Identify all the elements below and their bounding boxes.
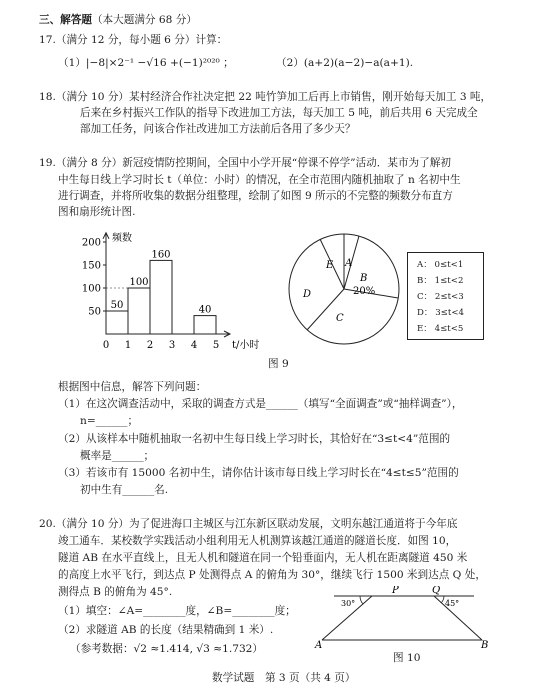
fig10-caption: 图 10 bbox=[393, 652, 421, 664]
x-tick-label: 0 bbox=[102, 340, 110, 351]
legend-item-c: C： 2≤t<3 bbox=[417, 292, 464, 302]
bar-value-label: 160 bbox=[151, 249, 171, 261]
angle-arc-45 bbox=[441, 596, 444, 603]
point-p-label: P bbox=[392, 586, 399, 596]
histogram-chart bbox=[78, 222, 290, 360]
x-tick-label: 3 bbox=[168, 340, 176, 351]
q17-part1: （1）|−8|×2⁻¹ −√16 +(−1)²⁰²⁰ ； bbox=[58, 57, 234, 69]
q20-line-2: 竣工通车．某校数学实践活动小组利用无人机测算该越江通道的隧道长度．如图 10， bbox=[58, 535, 457, 547]
q18-line-1: 18.（满分 10 分）某村经济合作社决定把 22 吨竹笋加工后再上市销售，刚开始每天加工 3 吨， bbox=[39, 91, 492, 103]
legend-item-b: B： 1≤t<2 bbox=[417, 276, 464, 286]
legend-item-a: A： 0≤t<1 bbox=[417, 260, 464, 270]
histogram-bar bbox=[150, 260, 172, 334]
pie-chart bbox=[286, 226, 404, 352]
x-tick-label: 4 bbox=[190, 340, 198, 351]
q19-sub-2a: （2）从该样本中随机抽取一名初中生每日线上学习时长，其恰好在“3≤t<4”范围的 bbox=[58, 433, 451, 445]
histogram-bar bbox=[106, 311, 128, 334]
legend-item-e: E： 4≤t<5 bbox=[417, 324, 464, 334]
y-tick-label: 100 bbox=[81, 283, 101, 295]
angle-45-label: 45° bbox=[445, 599, 460, 608]
q19-sub-2b: 概率是______； bbox=[80, 450, 155, 462]
figure-10-diagram bbox=[314, 586, 494, 648]
q19-line-1: 19.（满分 8 分）新冠疫情防控期间，全国中小学开展“停课不停学”活动．某市为了解初 bbox=[39, 157, 451, 169]
point-q-label: Q bbox=[432, 586, 441, 596]
y-axis-title: 频数 bbox=[112, 232, 132, 244]
pie-label-b: B bbox=[360, 273, 368, 284]
section-heading bbox=[39, 13, 197, 27]
x-tick-label: 5 bbox=[212, 340, 220, 351]
y-tick-label: 150 bbox=[81, 260, 101, 272]
x-tick-label: 1 bbox=[124, 340, 132, 351]
q17-heading: 17.（满分 12 分，每小题 6 分）计算： bbox=[39, 34, 228, 46]
y-tick-label: 50 bbox=[88, 306, 101, 318]
angle-30-label: 30° bbox=[341, 599, 356, 608]
x-axis-title: t/小时 bbox=[232, 340, 260, 351]
bar-value-label: 50 bbox=[110, 300, 124, 311]
q19-line-4: 图和扇形统计图. bbox=[58, 206, 136, 218]
bar-value-label: 100 bbox=[129, 277, 149, 288]
q19-sub-1b: n=______； bbox=[80, 415, 139, 427]
q20-reference-data: （参考数据：√2 ≈1.414, √3 ≈1.732） bbox=[70, 643, 264, 655]
q17-part2: （2）(a+2)(a−2)−a(a+1). bbox=[276, 57, 414, 69]
point-a-label: A bbox=[315, 640, 323, 648]
q19-sub-3a: （3）若该市有 15000 名初中生，请你估计该市每日线上学习时长在“4≤t≤5”范围的 bbox=[58, 467, 459, 479]
legend-item-d: D： 3≤t<4 bbox=[417, 308, 465, 318]
q20-line-1: 20.（满分 10 分）为了促进海口主城区与江东新区联动发展，文明东越江通道将于今年底 bbox=[39, 518, 458, 530]
q20-sub-2: （2）求隧道 AB 的长度（结果精确到 1 米）. bbox=[58, 624, 274, 636]
pie-label-c: C bbox=[336, 313, 344, 324]
q19-sub-1a: （1）在这次调查活动中，采取的调查方式是______（填写“全面调查”或“抽样调查”）， bbox=[58, 398, 463, 410]
pie-label-e: E bbox=[326, 260, 334, 271]
q18-line-2: 后来在乡村振兴工作队的指导下改进加工方法，每天加工 5 吨，前后共用 6 天完成全 bbox=[80, 107, 478, 119]
q18-line-3: 部加工任务，问该合作社改进加工方法前后各用了多少天？ bbox=[80, 123, 356, 135]
histogram-bar bbox=[128, 288, 150, 334]
q20-line-4: 的高度上水平飞行，到达点 P 处测得点 A 的俯角为 30°，继续飞行 1500 米到达点 Q 处， bbox=[58, 569, 486, 581]
y-tick-label: 200 bbox=[81, 237, 101, 249]
pie-legend bbox=[407, 252, 484, 340]
histogram-bar bbox=[194, 316, 216, 334]
q20-sub-1: （1）填空：∠A=________度，∠B=________度； bbox=[58, 605, 296, 617]
x-tick-label: 2 bbox=[146, 340, 154, 351]
fig9-caption: 图 9 bbox=[268, 358, 289, 370]
pie-label-d: D bbox=[303, 289, 312, 300]
q19-sub-3b: 初中生有______名. bbox=[80, 484, 169, 496]
q20-line-3: 隧道 AB 在水平直线上，且无人机和隧道在同一个铅垂面内，无人机在距离隧道 450 米 bbox=[58, 552, 468, 564]
q19-after-figure: 根据图中信息，解答下列问题： bbox=[58, 381, 207, 393]
q19-line-3: 进行调查，并将所收集的数据分组整理，绘制了如图 9 所示的不完整的频数分布直方 bbox=[58, 190, 453, 202]
section-title: 三、解答题 bbox=[39, 14, 92, 26]
point-b-label: B bbox=[481, 640, 489, 648]
page-footer: 数学试题 第 3 页（共 4 页） bbox=[212, 672, 356, 684]
section-note: （本大题满分 68 分） bbox=[91, 14, 197, 26]
angle-arc-30 bbox=[360, 596, 363, 604]
q20-line-5: 测得点 B 的俯角为 45°. bbox=[58, 586, 173, 598]
pie-label-a: A bbox=[345, 258, 353, 269]
pie-label-b-percent: 20% bbox=[353, 286, 376, 297]
q19-line-2: 中生每日线上学习时长 t（单位：小时）的情况，在全市范围内随机抽取了 n 名初中生 bbox=[58, 174, 461, 186]
bar-value-label: 40 bbox=[198, 304, 212, 316]
